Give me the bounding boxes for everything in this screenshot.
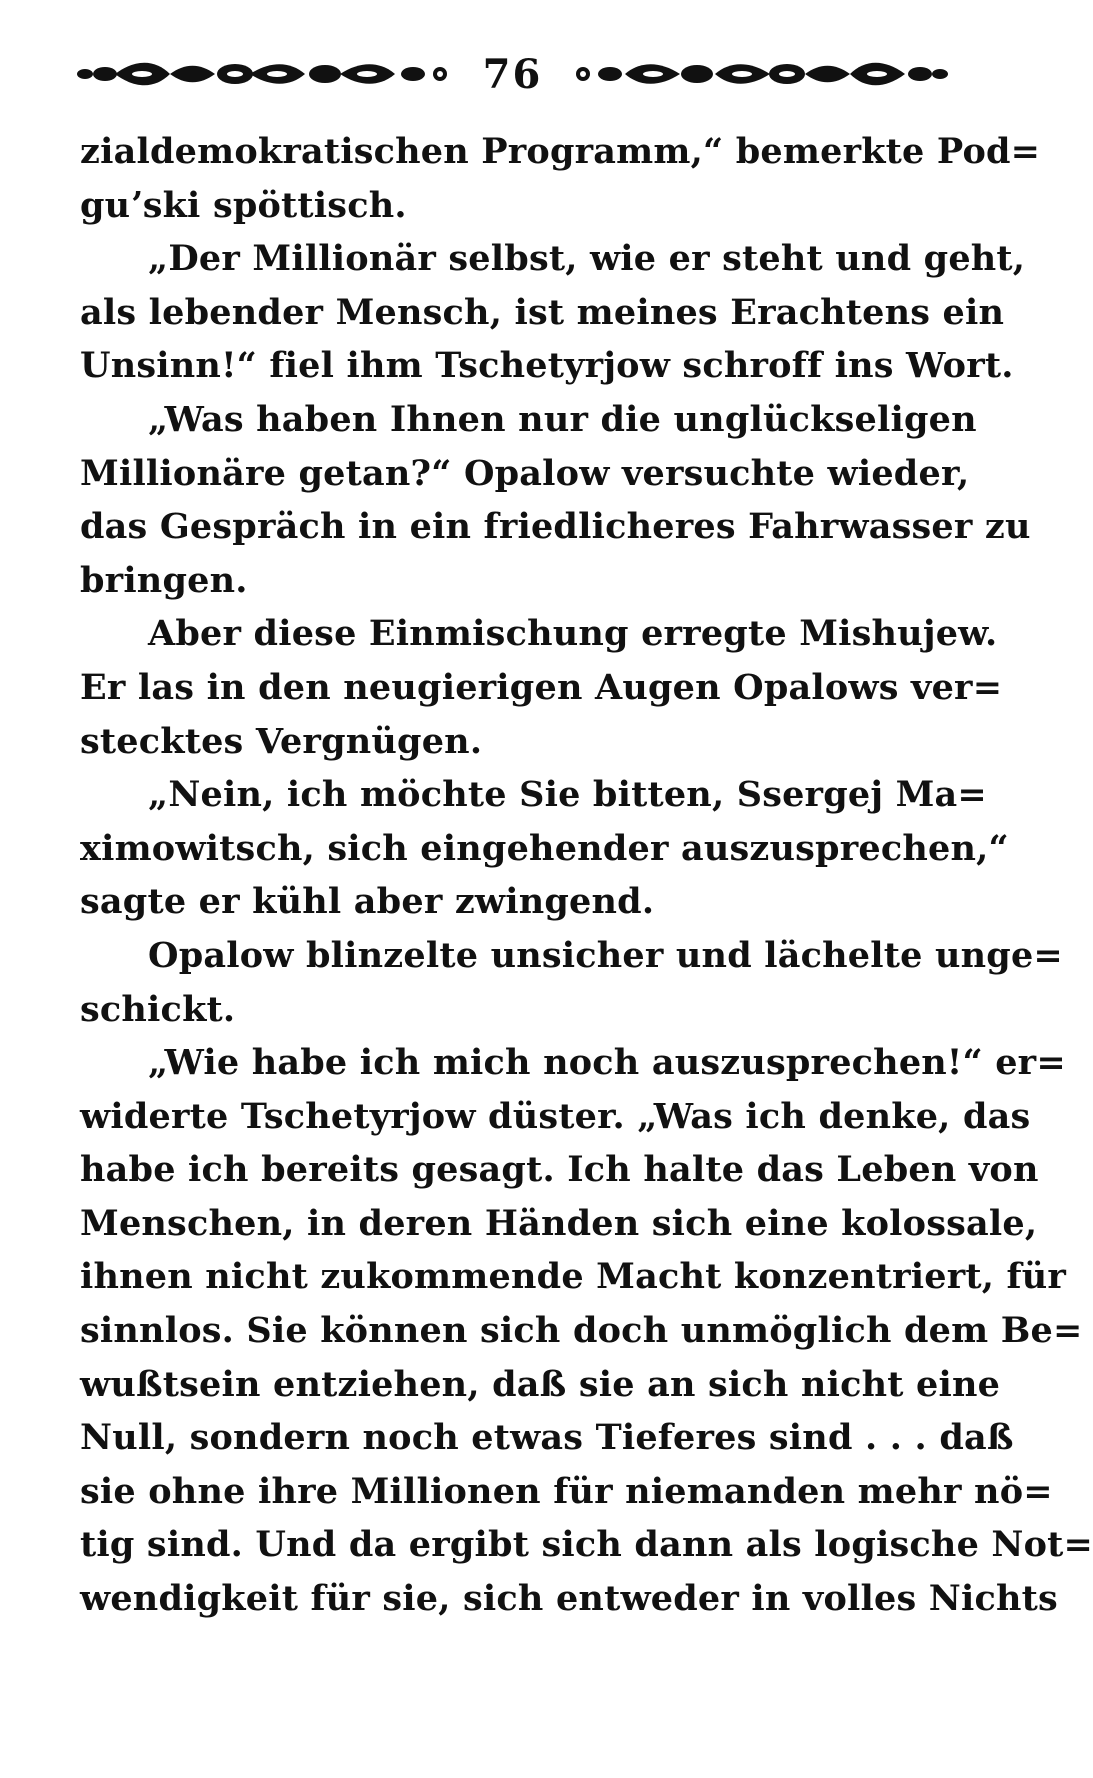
text-line: das Gespräch in ein friedlicheres Fahrwasser zu [80, 506, 1031, 548]
text-line: wendigkeit für sie, sich entweder in volles Nichts [80, 1578, 1058, 1620]
body-text [80, 125, 1093, 1626]
text-line: schickt. [80, 988, 236, 1030]
right-ornament-icon [565, 57, 950, 91]
text-line: bringen. [80, 559, 248, 601]
text-line: sinnlos. Sie können sich doch unmöglich dem Be= [80, 1310, 1083, 1352]
text-line: Null, sondern noch etwas Tieferes sind . . . daß [80, 1417, 1014, 1459]
text-line: Unsinn!“ fiel ihm Tschetyrjow schroff ins Wort. [80, 345, 1014, 387]
text-line: Er las in den neugierigen Augen Opalows ver= [80, 666, 1003, 708]
text-line: habe ich bereits gesagt. Ich halte das Leben von [80, 1149, 1039, 1191]
text-line: Millionäre getan?“ Opalow versuchte wieder, [80, 452, 970, 494]
left-ornament-icon [75, 57, 460, 91]
text-line: tig sind. Und da ergibt sich dann als logische Not= [80, 1524, 1093, 1566]
text-line: ihnen nicht zukommende Macht konzentriert, für [80, 1256, 1067, 1298]
text-line: sie ohne ihre Millionen für niemanden mehr nö= [80, 1470, 1053, 1512]
text-line: ximowitsch, sich eingehender auszusprechen,“ [80, 827, 1009, 869]
text-line: als lebender Mensch, ist meines Erachtens ein [80, 291, 1005, 333]
page-header [75, 44, 950, 104]
page-number: 76 [482, 50, 543, 98]
text-line: „Was haben Ihnen nur die unglückseligen [148, 398, 977, 440]
text-line: Aber diese Einmischung erregte Mishujew. [148, 613, 998, 655]
text-line: zialdemokratischen Programm,“ bemerkte Pod= [80, 131, 1041, 172]
text-line: stecktes Vergnügen. [80, 720, 483, 762]
text-line: „Der Millionär selbst, wie er steht und geht, [148, 238, 1026, 280]
text-line: Opalow blinzelte unsicher und lächelte unge= [148, 934, 1063, 976]
text-line: Menschen, in deren Händen sich eine kolossale, [80, 1202, 1038, 1244]
text-line: „Wie habe ich mich noch auszusprechen!“ er= [148, 1042, 1066, 1084]
text-line: sagte er kühl aber zwingend. [80, 881, 655, 923]
text-line: widerte Tschetyrjow düster. „Was ich denke, das [80, 1095, 1031, 1137]
text-line: „Nein, ich möchte Sie bitten, Ssergej Ma= [148, 774, 987, 816]
text-line: wußtsein entziehen, daß sie an sich nicht eine [80, 1363, 1001, 1405]
text-line: guʼski spöttisch. [80, 184, 407, 226]
